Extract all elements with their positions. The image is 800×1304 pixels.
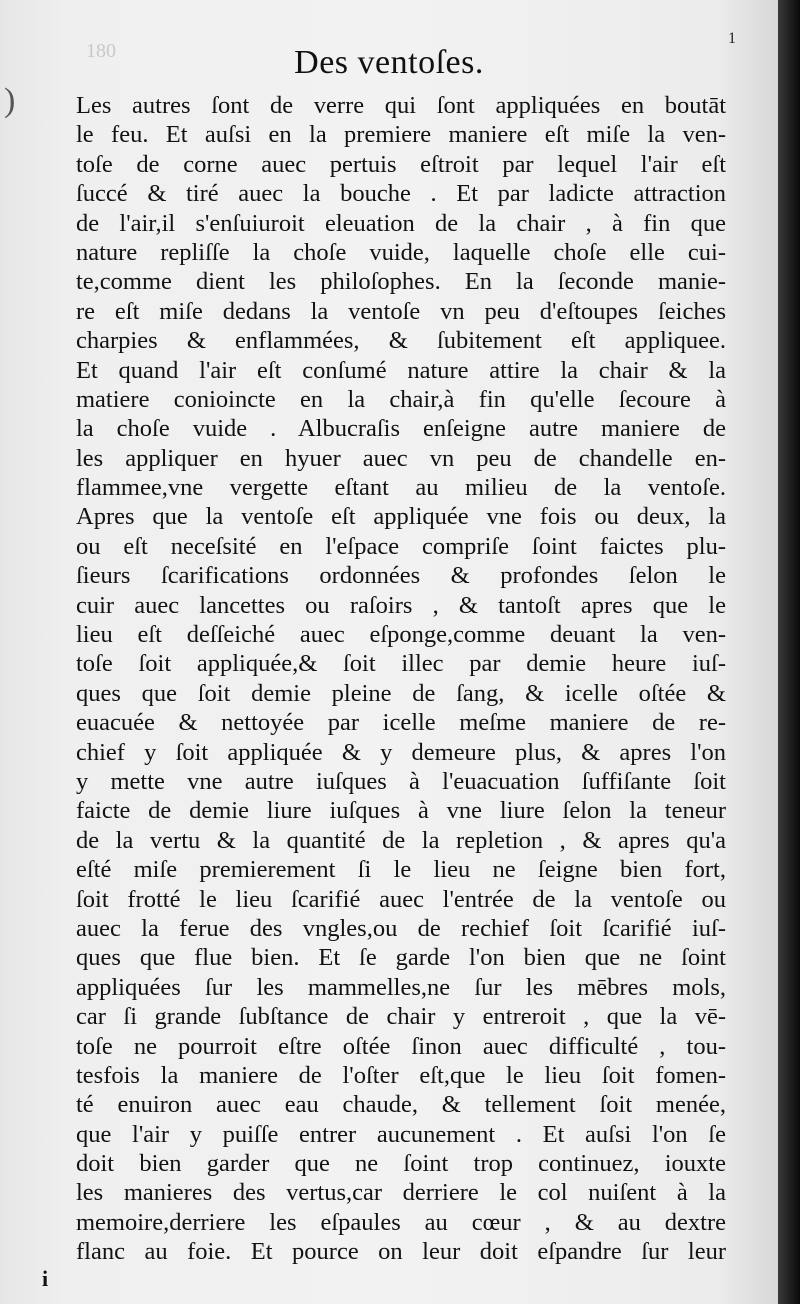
margin-bracket: ) <box>4 82 16 119</box>
text-line: le feu. Et auſsi en la premiere maniere eſt miſe la ven- <box>76 121 726 149</box>
text-line: de la vertu & la quantité de la repletion , & apres qu'a <box>76 826 726 854</box>
text-line: toſe de corne auec pertuis eſtroit par lequel l'air eſt <box>76 150 726 178</box>
text-line: re eſt miſe dedans la ventoſe vn peu d'eſtoupes ſeiches <box>76 297 726 325</box>
text-line: flammee,vne vergette eſtant au milieu de la ventoſe. <box>76 474 726 502</box>
signature-mark: i <box>42 1266 49 1291</box>
text-line: les appliquer en hyuer auec vn peu de chandelle en- <box>76 444 726 472</box>
text-line: toſe ne pourroit eſtre oſtée ſinon auec difficulté , tou- <box>76 1032 726 1060</box>
text-line: memoire,derriere les eſpaules au cœur , & au dextre <box>76 1208 726 1236</box>
text-line: tesfois la maniere de l'oſter eſt,que le lieu ſoit fomen- <box>76 1061 726 1089</box>
text-line: flanc au foie. Et pource on leur doit eſpandre ſur leur <box>76 1238 726 1266</box>
text-line: lieu eſt deſſeiché auec eſponge,comme deuant la ven- <box>76 621 726 649</box>
text-line: ſieurs ſcarifications ordonnées & profondes ſelon le <box>76 562 726 590</box>
corner-mark: 1 <box>728 30 736 47</box>
running-header: Des ventoſes. <box>294 44 484 81</box>
text-line: la choſe vuide . Albucraſis enſeigne autre maniere de <box>76 415 726 443</box>
book-gutter <box>778 0 800 1304</box>
text-line: nature repliſſe la choſe vuide, laquelle choſe elle cui- <box>76 238 726 266</box>
text-line: matiere conioincte en la chair,à fin qu'elle ſecoure à <box>76 385 726 413</box>
text-line: Apres que la ventoſe eſt appliquée vne fois ou deux, la <box>76 503 726 531</box>
text-line: ques que ſoit demie pleine de ſang, & icelle oſtée & <box>76 679 726 707</box>
text-line: faicte de demie liure iuſques à vne liure ſelon la teneur <box>76 797 726 825</box>
text-line: car ſi grande ſubſtance de chair y entreroit , que la vē- <box>76 1003 726 1031</box>
text-line: té enuiron auec eau chaude, & tellement ſoit menée, <box>76 1091 726 1119</box>
text-line: Et quand l'air eſt conſumé nature attire la chair & la <box>76 356 726 384</box>
faded-folio-number: 180 <box>86 40 116 62</box>
text-line: euacuée & nettoyée par icelle meſme maniere de re- <box>76 709 726 737</box>
text-line: ques que flue bien. Et ſe garde l'on bien que ne ſoint <box>76 944 726 972</box>
text-line: ſuccé & tiré auec la bouche . Et par ladicte attraction <box>76 180 726 208</box>
text-line: ſoit frotté le lieu ſcarifié auec l'entrée de la ventoſe ou <box>76 885 726 913</box>
text-line: toſe ſoit appliquée,& ſoit illec par demie heure iuſ- <box>76 650 726 678</box>
text-line: charpies & enflammées, & ſubitement eſt appliquee. <box>76 327 726 355</box>
text-line: eſté miſe premierement ſi le lieu ne ſeigne bien fort, <box>76 856 726 884</box>
text-line: cuir auec lancettes ou raſoirs , & tantoſt apres que le <box>76 591 726 619</box>
text-line: les manieres des vertus,car derriere le col nuiſent à la <box>76 1179 726 1207</box>
body-text <box>76 91 726 1267</box>
text-line: ou eſt neceſsité en l'eſpace compriſe ſoint faictes plu- <box>76 532 726 560</box>
text-line: chief y ſoit appliquée & y demeure plus, & apres l'on <box>76 738 726 766</box>
text-line: auec la ferue des vngles,ou de rechief ſoit ſcarifié iuſ- <box>76 914 726 942</box>
text-line: y mette vne autre iuſques à l'euacuation ſuffiſante ſoit <box>76 767 726 795</box>
text-line: appliquées ſur les mammelles,ne ſur les mēbres mols, <box>76 973 726 1001</box>
text-line: de l'air,il s'enſuiuroit eleuation de la chair , à fin que <box>76 209 726 237</box>
text-line: Les autres ſont de verre qui ſont appliquées en boutāt <box>76 92 726 119</box>
text-line: que l'air y puiſſe entrer aucunement . Et auſsi l'on ſe <box>76 1120 726 1148</box>
text-line: te,comme dient les philoſophes. En la ſeconde manie- <box>76 268 726 296</box>
text-line: doit bien garder que ne ſoint trop continuez, iouxte <box>76 1150 726 1178</box>
